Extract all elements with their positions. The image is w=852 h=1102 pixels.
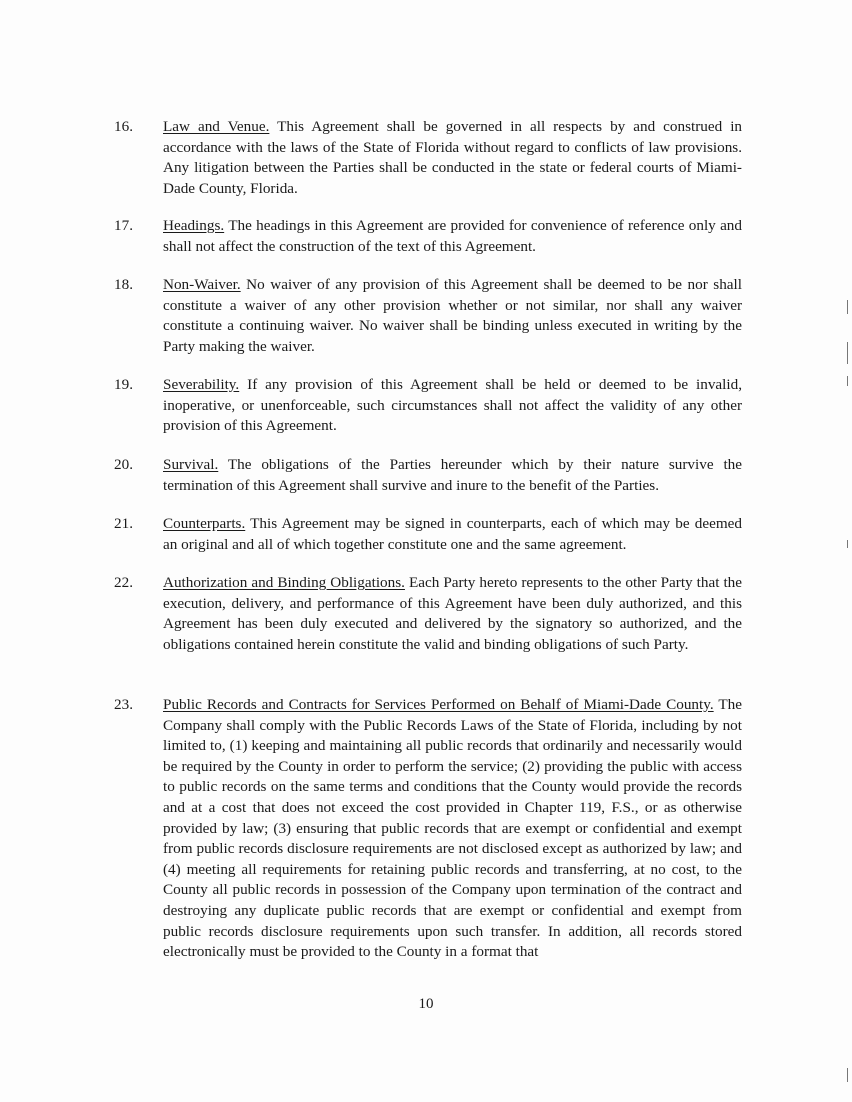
- section-text: This Agreement may be signed in counterparts, each of which may be deemed an original and all of which together constitute one and the same agreement.: [163, 515, 742, 553]
- section-number: 18.: [114, 276, 133, 293]
- section-heading: Headings.: [163, 217, 225, 234]
- scan-artifact: [847, 1068, 848, 1082]
- section-heading: Severability.: [163, 376, 240, 393]
- scan-artifact: [847, 376, 848, 386]
- scan-artifact: [847, 300, 848, 314]
- section-text: The Company shall comply with the Public Records Laws of the State of Florida, including by not limited to, (1) keeping and maintaining all public records that ordinarily and necessarily would be required by the County in order to perform the service; (2) providing the public with access to public records on the same terms and conditions that the County would provide the records and at a cost that does not exceed the cost provided in Chapter 119, F.S., or as otherwise provided by law; (3) ensuring that public records that are exempt or confidential and exempt from public records disclosure requirements are not disclosed except as authorized by law; and (4) meeting all requirements for retaining public records and transferring, at no cost, to the County all public records in possession of the Company upon termination of the contract and destroying any duplicate public records that are exempt or confidential and exempt from public records disclosure requirements upon such transfer. In addition, all records stored electronically must be provided to the County in a format that: [163, 696, 742, 961]
- scan-artifact: [847, 342, 848, 364]
- section-number: 19.: [114, 376, 133, 393]
- section-22: [114, 573, 742, 655]
- section-18: [114, 275, 742, 357]
- section-heading: Counterparts.: [163, 515, 246, 532]
- section-number: 22.: [114, 574, 133, 591]
- section-heading: Public Records and Contracts for Services Performed on Behalf of Miami-Dade County.: [163, 696, 714, 713]
- section-heading: Survival.: [163, 456, 219, 473]
- section-21: [114, 514, 742, 555]
- section-text: The obligations of the Parties hereunder which by their nature survive the termination of this Agreement shall survive and inure to the benefit of the Parties.: [163, 456, 742, 494]
- section-text: No waiver of any provision of this Agreement shall be deemed to be nor shall constitute a waiver of any other provision whether or not similar, nor shall any waiver constitute a continuing waiver. No waiver shall be binding unless executed in writing by the Party making the waiver.: [163, 276, 742, 355]
- section-19: [114, 375, 742, 437]
- section-heading: Non-Waiver.: [163, 276, 241, 293]
- section-body: [163, 275, 742, 357]
- section-body: [163, 455, 742, 496]
- section-number: 23.: [114, 696, 133, 713]
- section-number: 17.: [114, 217, 133, 234]
- section-heading: Law and Venue.: [163, 118, 270, 135]
- section-body: [163, 117, 742, 199]
- section-heading: Authorization and Binding Obligations.: [163, 574, 405, 591]
- section-text: This Agreement shall be governed in all respects by and construed in accordance with the laws of the State of Florida without regard to conflicts of law provisions. Any litigation between the Parties shall be conducted in the state or federal courts of Miami-Dade County, Florida.: [163, 118, 743, 197]
- section-text: The headings in this Agreement are provided for convenience of reference only and shall not affect the construction of the text of this Agreement.: [163, 217, 742, 255]
- scan-artifact: [847, 540, 848, 548]
- section-body: [163, 216, 742, 257]
- section-16: [114, 117, 742, 199]
- section-body: [163, 573, 742, 655]
- section-17: [114, 216, 742, 257]
- section-number: 21.: [114, 515, 133, 532]
- section-number: 16.: [114, 118, 133, 135]
- section-text: If any provision of this Agreement shall be held or deemed to be invalid, inoperative, or unenforceable, such circumstances shall not affect the validity of any other provision of this Agreement.: [163, 376, 742, 435]
- section-20: [114, 455, 742, 496]
- section-text: Each Party hereto represents to the other Party that the execution, delivery, and performance of this Agreement have been duly authorized, and this Agreement has been duly executed and delivered by the signatory so authorized, and the obligations contained herein constitute the valid and binding obligations of such Party.: [163, 574, 742, 653]
- section-23: [114, 695, 742, 963]
- section-body: [163, 375, 742, 437]
- page-number: 10: [418, 996, 434, 1012]
- section-body: [163, 514, 742, 555]
- section-body: [163, 695, 742, 963]
- section-number: 20.: [114, 456, 133, 473]
